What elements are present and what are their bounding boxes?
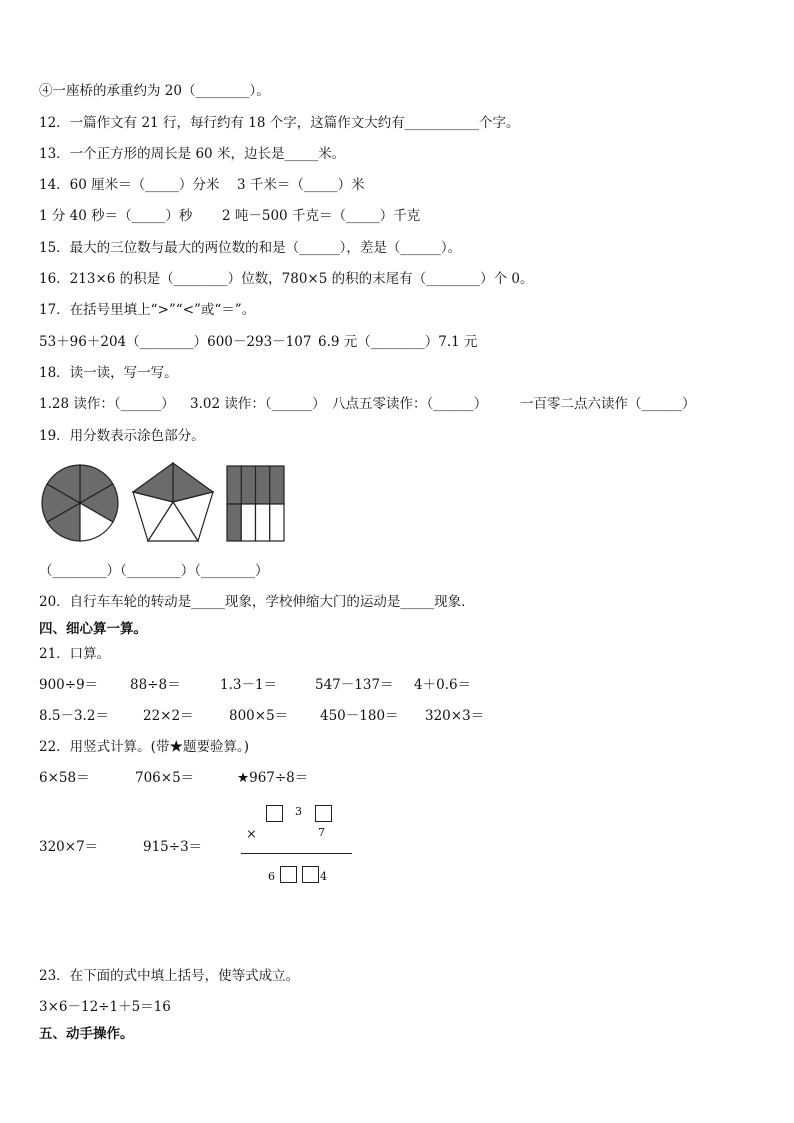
oral-calc-item: 900÷9＝ (39, 677, 99, 693)
question-12: 12．一篇作文有 21 行，每行约有 18 个字，这篇作文大约有___________个字。 (39, 115, 520, 131)
oral-calc-item: 450－180＝ (320, 708, 399, 724)
vertical-calc-item: 915÷3＝ (143, 839, 203, 855)
question-20: 20．自行车车轮的转动是_____现象，学校伸缩大门的运动是_____现象． (39, 594, 475, 610)
section-4-heading: 四、细心算一算。 (39, 621, 147, 637)
question-18: 18．读一读，写一写。 (39, 365, 178, 381)
vertical-calc-item: ★967÷8＝ (237, 770, 309, 786)
section-5-heading: 五、动手操作。 (39, 1026, 134, 1042)
question-19: 19．用分数表示涂色部分。 (39, 428, 205, 444)
question-17-b: 6.9 元（________）7.1 元 (318, 334, 478, 350)
vertical-calc-item: 320×7＝ (39, 839, 99, 855)
oral-calc-item: 4＋0.6＝ (414, 677, 472, 693)
oral-calc-item: 320×3＝ (425, 708, 485, 724)
oral-calc-item: 88÷8＝ (130, 677, 181, 693)
oral-calc-item: 1.3－1＝ (220, 677, 278, 693)
shaded-pentagon-figure (130, 460, 216, 544)
question-13: 13．一个正方形的周长是 60 米，边长是_____米。 (39, 146, 346, 162)
question-17: 17．在括号里填上“>”“<”或“＝”。 (39, 302, 256, 318)
question-22: 22．用竖式计算。(带★题要验算。) (39, 739, 249, 755)
oral-calc-item: 22×2＝ (143, 708, 194, 724)
shaded-circle-figure (40, 463, 120, 543)
question-18-d: 一百零二点六读作（______） (520, 396, 696, 412)
question-11-4: ④一座桥的承重约为 20（________）。 (39, 83, 270, 99)
puzzle-digit: 6 (268, 870, 275, 883)
puzzle-digit: 7 (318, 826, 325, 839)
digit-box[interactable] (315, 805, 332, 822)
calc-rule-line (241, 853, 352, 854)
oral-calc-item: 800×5＝ (229, 708, 289, 724)
grid-cell (241, 504, 255, 541)
oral-calc-item: 8.5－3.2＝ (39, 708, 109, 724)
puzzle-digit: 4 (320, 870, 327, 883)
shaded-grid-figure (226, 465, 286, 543)
oral-calc-item: 547－137＝ (315, 677, 394, 693)
question-18-c: 八点五零读作：（______） (332, 396, 488, 412)
question-21: 21．口算。 (39, 646, 111, 662)
question-23-expression: 3×6－12÷1＋5＝16 (39, 999, 171, 1015)
digit-box[interactable] (280, 866, 297, 883)
grid-cell (256, 504, 270, 541)
grid-cell-shaded (227, 504, 241, 541)
question-14-a: 14．60 厘米＝（_____）分米 (39, 177, 220, 193)
question-14-c: 1 分 40 秒＝（_____）秒 (39, 208, 193, 224)
question-14-b: 3 千米＝（_____）米 (237, 177, 365, 193)
grid-cell (270, 504, 284, 541)
question-14-d: 2 吨－500 千克＝（_____）千克 (222, 208, 421, 224)
vertical-calc-item: 6×58＝ (39, 770, 90, 786)
puzzle-digit: 3 (295, 805, 302, 818)
digit-box[interactable] (266, 805, 283, 822)
question-15: 15．最大的三位数与最大的两位数的和是（______），差是（______）。 (39, 240, 462, 256)
question-18-b: 3.02 读作：（______） (190, 396, 326, 412)
digit-box[interactable] (302, 866, 319, 883)
question-16: 16．213×6 的积是（________）位数，780×5 的积的末尾有（________）个 0。 (39, 271, 534, 287)
multiply-sign: × (246, 827, 257, 842)
question-19-answers: （________）（________）（________） (39, 563, 269, 579)
question-17-a: 53＋96＋204（________）600－293－107 (39, 334, 312, 350)
vertical-calc-item: 706×5＝ (135, 770, 195, 786)
question-18-a: 1.28 读作：（______） (39, 396, 175, 412)
question-23: 23．在下面的式中填上括号，使等式成立。 (39, 968, 300, 984)
